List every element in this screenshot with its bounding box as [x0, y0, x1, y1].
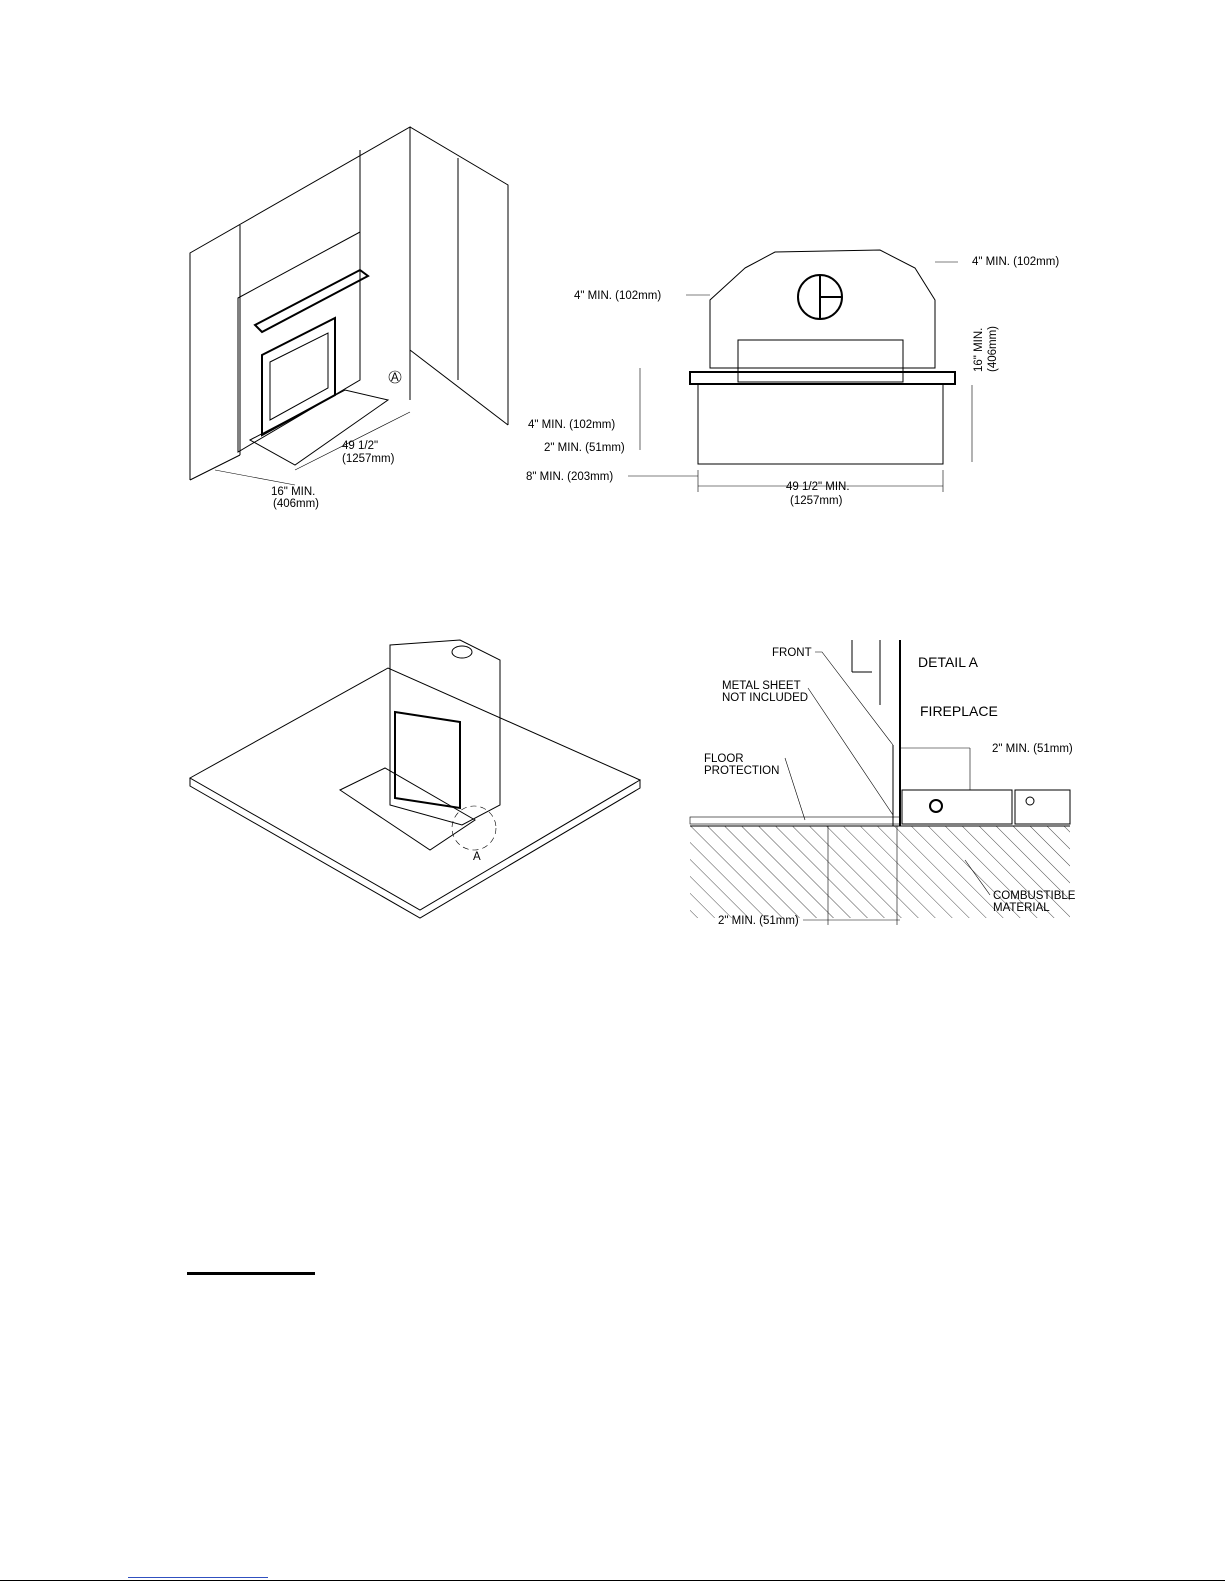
detail-front-label: FRONT [772, 647, 812, 659]
firebox-frame [262, 318, 335, 435]
leg-bolt [930, 800, 942, 812]
dim-line [215, 470, 295, 485]
iso-hearth-tiles [340, 768, 475, 850]
floor-edge [190, 455, 240, 480]
footer-rule [0, 1580, 1225, 1581]
right-wall [410, 127, 508, 425]
plan-firebox [710, 250, 935, 368]
detail-combustible-label-2: MATERIAL [993, 902, 1050, 914]
iso-floor-figure [190, 640, 640, 918]
detail-title: DETAIL A [918, 654, 978, 670]
detail-callout-circle [452, 806, 496, 850]
detail-clear-top-label: 2" MIN. (51mm) [992, 743, 1073, 755]
plan-side-left-label: 4" MIN. (102mm) [574, 290, 662, 302]
iso-hearth-figure [190, 127, 508, 510]
plan-hearth [698, 384, 943, 464]
floor-protection-strip [690, 817, 900, 824]
plan-front-c-label: 8" MIN. (203mm) [526, 471, 614, 483]
unit-door [395, 712, 460, 808]
detail-clear-bottom-label: 2" MIN. (51mm) [718, 915, 799, 927]
leader-line [815, 652, 893, 745]
plan-front-a-label: 4" MIN. (102mm) [528, 419, 616, 431]
iso-floor-callout-label: A [473, 851, 481, 863]
detail-metal-sheet-label: METAL SHEET [722, 680, 801, 692]
detail-floor-protection-label: FLOOR [704, 753, 744, 765]
detail-metal-sheet-label-2: NOT INCLUDED [722, 692, 809, 704]
detail-floor-protection-label-2: PROTECTION [704, 765, 780, 777]
plan-view-figure [526, 250, 1059, 507]
iso-width-label: 49 1/2" [342, 440, 379, 452]
plan-depth-mm-label: (406mm) [987, 325, 999, 372]
leader-line [808, 688, 893, 815]
floor-plate [190, 668, 640, 910]
left-wall [190, 127, 410, 480]
detail-fireplace-label: FIREPLACE [920, 703, 998, 719]
floor-edge [410, 350, 508, 425]
unit-body [390, 640, 500, 825]
leg-box [902, 790, 1012, 824]
leader-line [785, 758, 805, 820]
plan-depth-label: 16" MIN. [973, 327, 985, 372]
callout-label: A [391, 372, 399, 384]
plan-width-label: 49 1/2" MIN. [786, 481, 850, 493]
unit-flue [452, 646, 472, 658]
plan-width-mm-label: (1257mm) [790, 495, 843, 507]
iso-width-mm-label: (1257mm) [342, 453, 395, 465]
floor-plate-edge [190, 778, 640, 918]
iso-depth-label: 16" MIN. [271, 486, 316, 498]
detail-combustible-label: COMBUSTIBLE [993, 890, 1076, 902]
leg-bolt [1026, 797, 1034, 805]
iso-depth-mm-label: (406mm) [273, 498, 320, 510]
plan-side-right-label: 4" MIN. (102mm) [972, 256, 1060, 268]
section-rule [187, 1272, 315, 1275]
detail-a-figure [690, 640, 1076, 927]
tile-surround [238, 232, 360, 452]
plan-door [738, 340, 903, 382]
leg-box [1015, 790, 1070, 824]
plan-front-b-label: 2" MIN. (51mm) [544, 442, 625, 454]
footer-link-rule [128, 1577, 268, 1578]
